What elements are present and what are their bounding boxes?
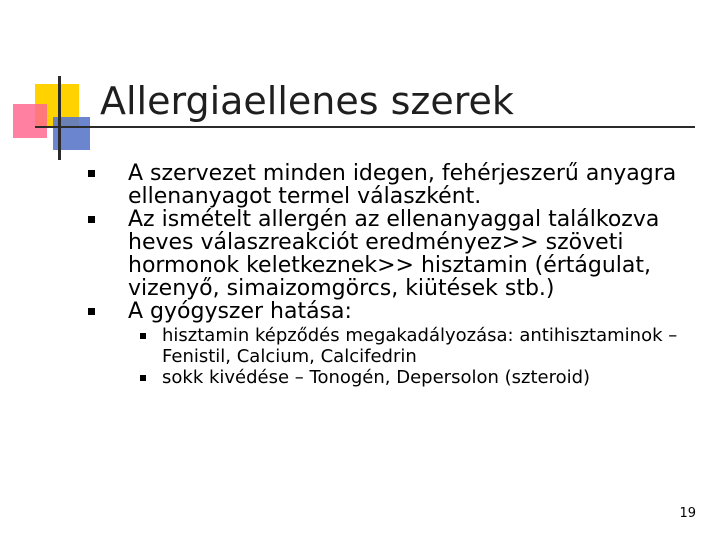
square-bullet-icon xyxy=(140,333,146,339)
bullet-text: A gyógyszer hatása: xyxy=(128,299,352,324)
sub-bullet-text: sokk kivédése – Tonogén, Depersolon (szteroid) xyxy=(162,367,591,388)
slide-content xyxy=(0,162,720,388)
page-number: 19 xyxy=(679,506,696,521)
decor-horizontal-line xyxy=(35,126,695,128)
square-bullet-icon xyxy=(88,308,95,315)
square-bullet-icon xyxy=(88,170,95,177)
decor-vertical-line xyxy=(58,76,61,160)
bullet-item xyxy=(0,162,688,208)
bullet-list xyxy=(0,162,720,388)
bullet-text: A szervezet minden idegen, fehérjeszerű anyagra ellenanyagot termel válaszként. xyxy=(128,161,677,209)
sub-bullet-item xyxy=(128,367,682,388)
sub-bullet-text: hisztamin képződés megakadályozása: antihisztaminok – Fenistil, Calcium, Calcifedrin xyxy=(162,325,678,367)
decor-pink-square xyxy=(13,104,47,138)
sub-bullet-list xyxy=(128,325,688,388)
bullet-item xyxy=(0,208,688,300)
sub-bullet-item xyxy=(128,325,682,367)
bullet-item xyxy=(0,300,688,388)
square-bullet-icon xyxy=(140,375,146,381)
slide-title: Allergiaellenes szerek xyxy=(100,79,514,123)
square-bullet-icon xyxy=(88,216,95,223)
bullet-text: Az ismételt allergén az ellenanyaggal találkozva heves válaszreakciót eredményez>> szöveti hormonok keletkeznek>> hisztamin (értágulat, vizenyő, simaizomgörcs, kiütések stb.) xyxy=(128,207,660,301)
